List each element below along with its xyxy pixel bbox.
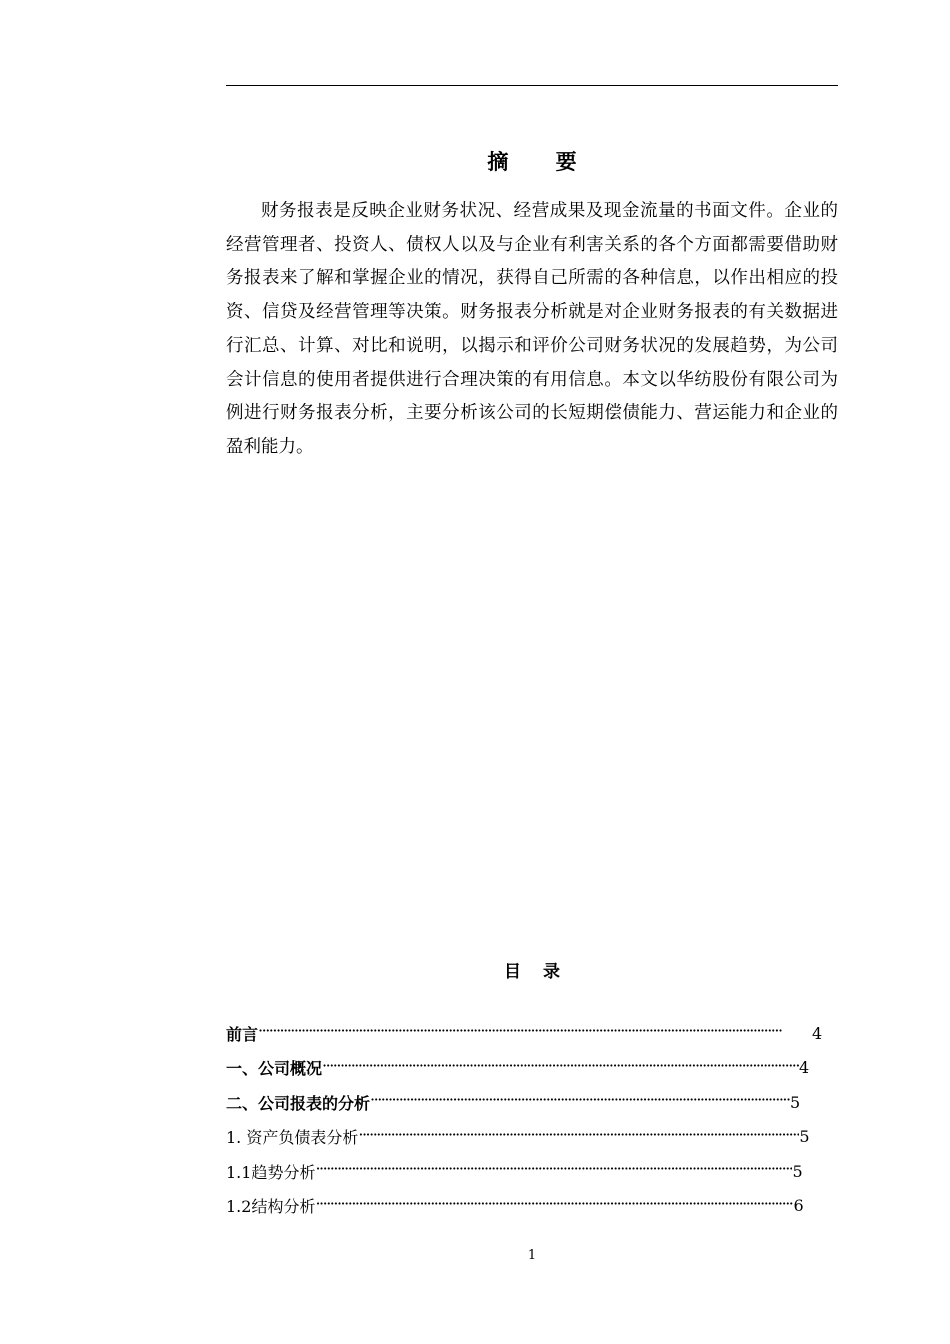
toc-leader-dots <box>370 1092 790 1112</box>
toc-entry-balance-sheet[interactable] <box>226 1120 838 1155</box>
page-number: 1 <box>527 1248 537 1263</box>
toc-entry-page: 5 <box>799 1127 810 1147</box>
table-of-contents <box>226 1016 838 1223</box>
toc-entry-report-analysis[interactable] <box>226 1085 838 1120</box>
toc-entry-page: 4 <box>799 1058 810 1078</box>
toc-title: 目 录 <box>504 962 568 982</box>
abstract-title: 摘 要 <box>487 150 597 174</box>
toc-entry-label: 二、公司报表的分析 <box>226 1093 371 1113</box>
toc-entry-preface[interactable] <box>226 1016 838 1051</box>
toc-leader-dots <box>315 1196 793 1216</box>
toc-entry-trend-analysis[interactable] <box>226 1154 838 1189</box>
toc-entry-label: 1.2结构分析 <box>226 1197 316 1217</box>
toc-entry-page: 5 <box>792 1161 803 1181</box>
toc-leader-dots <box>322 1058 799 1078</box>
toc-entry-page: 4 <box>812 1023 823 1043</box>
toc-entry-page: 6 <box>793 1196 804 1216</box>
toc-entry-label: 1.1趋势分析 <box>226 1162 316 1182</box>
toc-leader-dots <box>358 1127 799 1147</box>
abstract-body: 财务报表是反映企业财务状况、经营成果及现金流量的书面文件。企业的经营管理者、投资人、债权人以及与企业有利害关系的各个方面都需要借助财务报表来了解和掌握企业的情况，获得自己所需的各种信息，以作出相应的投资、信贷及经营管理等决策。财务报表分析就是对企业财务报表的有关数据进行汇总、计算、对比和说明，以揭示和评价公司财务状况的发展趋势，为公司会计信息的使用者提供进行合理决策的有用信息。本文以华纺股份有限公司为例进行财务报表分析，主要分析该公司的长短期偿债能力、营运能力和企业的盈利能力。 <box>226 201 838 457</box>
toc-entry-label: 前言 <box>226 1024 259 1044</box>
toc-entry-company-overview[interactable] <box>226 1051 838 1086</box>
toc-entry-label: 1. 资产负债表分析 <box>226 1128 359 1148</box>
toc-entry-label: 一、公司概况 <box>226 1059 323 1079</box>
toc-entry-structure-analysis[interactable] <box>226 1189 838 1224</box>
toc-leader-dots <box>315 1161 792 1181</box>
header-rule <box>226 85 838 86</box>
toc-entry-page: 5 <box>790 1092 801 1112</box>
toc-leader-dots <box>258 1023 812 1043</box>
